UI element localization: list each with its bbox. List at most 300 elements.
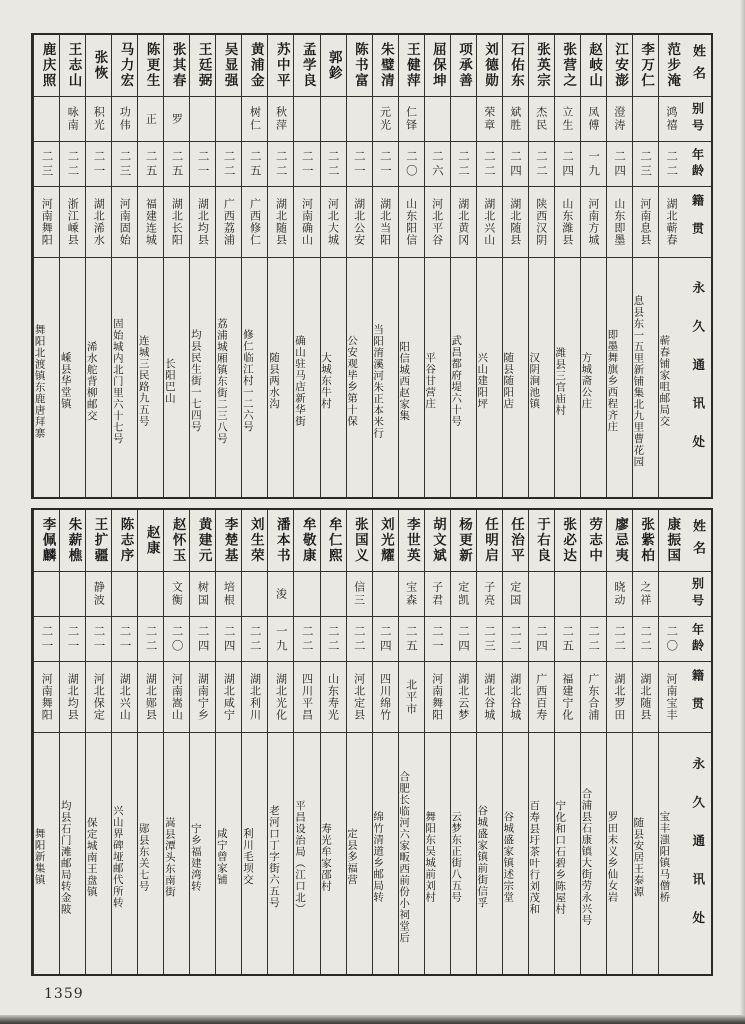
entry-address: 老河口丁字街六五号 [268,805,280,909]
entry-address-cell [112,733,137,974]
entry-name-cell [373,35,398,97]
entry-column [59,35,85,497]
entry-name: 朱薪樵 [65,517,82,564]
entry-age: 二二 [535,149,550,179]
header-column [684,510,711,974]
entry-column [554,510,580,974]
entry-age-cell [216,617,241,662]
entry-address: 随县两水沟 [268,352,280,410]
entry-native-cell [34,187,59,258]
entry-native: 湖北谷城 [482,673,496,721]
entry-native-cell [216,187,241,258]
entry-age-cell [503,617,528,662]
entry-name-cell [633,35,658,97]
entry-native: 湖北浠水 [92,198,106,246]
entry-age: 二二 [66,149,81,179]
entry-age: 二五 [144,149,159,179]
entry-name-cell [268,35,293,97]
entry-alias-cell [555,572,580,617]
entry-address-cell [347,258,372,497]
entry-alias-cell [659,572,684,617]
entry-native-cell [555,662,580,733]
entry-address-cell [268,733,293,974]
entry-address-cell [164,258,189,497]
entry-age-cell [529,142,554,187]
entry-alias: 积光 [92,106,106,132]
entry-address-cell [659,733,684,974]
entry-age: 二五 [561,624,576,654]
entry-column [424,510,450,974]
entry-name: 于右良 [534,517,551,564]
entry-name: 牟仁熙 [325,517,342,564]
entry-alias: 树仁 [248,106,262,132]
entry-alias: 静波 [92,581,106,607]
entry-age: 一九 [274,624,289,654]
entry-name: 苏中平 [273,42,290,89]
entry-column [85,35,111,497]
entry-column [320,35,346,497]
entry-age: 二四 [222,624,237,654]
entry-alias-cell [581,97,606,142]
entry-age: 一九 [587,149,602,179]
entry-alias-cell [86,97,111,142]
entry-age-cell [138,142,163,187]
entry-native-cell [112,662,137,733]
entry-address-cell [321,258,346,497]
entry-age-cell [451,142,476,187]
entry-name-cell [451,510,476,572]
entry-column [215,510,241,974]
entry-age-cell [607,617,632,662]
entry-age: 二六 [430,149,445,179]
entry-address: 即墨舞旗乡西程齐庄 [606,329,619,433]
entry-address-cell [190,258,215,497]
entry-age: 二一 [66,624,81,654]
entry-alias-cell [216,572,241,617]
entry-name-cell [60,35,85,97]
entry-name-cell [477,510,502,572]
entry-name-cell [294,510,319,572]
entry-address-cell [503,258,528,497]
entry-alias: 宝森 [404,581,418,607]
entry-native-cell [373,662,398,733]
entry-address: 兴山建阳坪 [476,352,489,410]
entry-alias-cell [138,97,163,142]
entry-native: 湖北均县 [196,198,210,246]
entry-name: 陈志序 [117,517,134,564]
entry-name-cell [659,510,684,572]
entry-native-cell [399,187,424,258]
entry-age: 二二 [352,624,367,654]
entry-alias-cell [529,572,554,617]
header-name-cell [684,35,711,97]
entry-age-cell [399,142,424,187]
entry-name: 张英宗 [534,42,551,89]
entry-column [33,510,59,974]
entry-age-cell [425,142,450,187]
entry-alias: 澄涛 [612,106,626,132]
entry-address-cell [399,733,424,974]
entry-age: 二二 [456,149,471,179]
entry-column [320,510,346,974]
entry-column [163,510,189,974]
entry-alias: 功伟 [118,106,132,132]
entry-native-cell [555,187,580,258]
entry-column [267,35,293,497]
entry-address-cell [242,258,267,497]
entry-native-cell [347,187,372,258]
entry-alias: 秋萍 [274,106,288,132]
entry-age-cell [321,142,346,187]
entry-address-cell [633,733,658,974]
header-alias-cell [684,572,711,617]
entry-native-cell [581,662,606,733]
entry-age: 二二 [300,624,315,654]
entry-column [632,510,658,974]
entry-column [450,35,476,497]
entry-name: 张国义 [351,517,368,564]
entry-alias: 定国 [508,581,522,607]
entry-alias-cell [190,97,215,142]
entry-native-cell [294,187,319,258]
entry-address: 谷城盛家镇前街信孚 [476,805,489,909]
entry-name: 牟敬康 [299,517,316,564]
entry-native-cell [425,187,450,258]
entry-age-cell [34,617,59,662]
entry-alias: 子君 [430,581,444,607]
entry-age-cell [294,142,319,187]
entry-native: 河南嵩山 [170,673,184,721]
entry-native-cell [503,662,528,733]
entry-native-cell [138,187,163,258]
entry-alias: 正 [144,112,158,126]
entry-alias-cell [477,572,502,617]
entry-native: 福建连城 [144,198,158,246]
entry-name: 黄建元 [195,517,212,564]
entry-native-cell [529,662,554,733]
entry-age-cell [373,142,398,187]
entry-age: 二二 [326,624,341,654]
entry-age: 二四 [561,149,576,179]
entry-address-cell [34,733,59,974]
header-age-cell [684,142,711,187]
entry-address: 寿光牟家邵村 [320,822,333,892]
entry-address: 浠水舵背柳邮交 [86,340,98,422]
entry-native-cell [268,662,293,733]
entry-name: 李佩麟 [39,517,56,564]
entry-column [528,510,554,974]
entry-native: 河南确山 [300,198,314,246]
entry-address: 合肥长临河六家畈西前份小祠堂后 [398,770,411,944]
entry-native: 山东阳信 [404,198,418,246]
entry-address-cell [529,258,554,497]
header-name-cell [684,510,711,572]
entry-native: 广西荔浦 [222,198,236,246]
entry-age-cell [190,617,215,662]
entry-name-cell [425,35,450,97]
entry-alias-cell [60,572,85,617]
entry-address: 宁化和口石碧乡陈屋村 [554,799,567,915]
entry-column [189,35,215,497]
entry-age-cell [60,142,85,187]
entry-name: 任治平 [508,517,524,564]
header-alias-cell [684,97,711,142]
entry-age: 二四 [509,149,523,179]
page-number: 1359 [44,986,84,1002]
entry-alias-cell [503,97,528,142]
entry-address: 随县安居王泰源 [632,816,645,898]
entry-column [606,35,632,497]
entry-age-cell [425,617,450,662]
entry-native-cell [607,187,632,258]
entry-name-cell [34,510,59,572]
header-alias-label: 别号 [690,102,705,136]
header-address-label: 永久通讯处 [690,757,706,950]
header-age-label: 年龄 [690,623,705,655]
entry-native: 四川绵竹 [378,673,392,721]
entry-age: 二四 [535,624,550,654]
entry-address-cell [86,733,111,974]
entry-alias-cell [347,97,372,142]
entry-age: 二五 [248,149,263,179]
entry-address-cell [242,733,267,974]
entry-column [398,35,424,497]
entry-address: 方城斋公庄 [580,352,593,410]
entry-alias-cell [555,97,580,142]
entry-address-cell [60,733,85,974]
entry-name-cell [347,510,372,572]
entry-alias-cell [294,97,319,142]
entry-alias-cell [373,97,398,142]
entry-native: 湖北随县 [638,673,652,721]
header-address-label: 永久通讯处 [690,281,706,474]
entry-alias-cell [451,572,476,617]
entry-name: 康振国 [664,517,681,564]
entry-age-cell [347,617,372,662]
entry-alias: 子亮 [482,581,496,607]
entry-address-cell [321,733,346,974]
entry-alias-cell [321,97,346,142]
entry-native-cell [477,662,502,733]
entry-name-cell [268,510,293,572]
entry-address: 当阳淯溪河朱正本米行 [372,323,385,439]
entry-name-cell [633,510,658,572]
entry-address-cell [451,733,476,974]
entry-column [346,35,372,497]
entry-native-cell [138,662,163,733]
entry-address-cell [503,733,528,974]
entry-age: 二一 [196,149,211,179]
entry-alias-cell [86,572,111,617]
entry-native: 湖北随县 [508,198,522,246]
entry-address: 潍县三官庙村 [554,346,567,416]
entry-native-cell [529,187,554,258]
entry-alias: 晓动 [612,581,626,607]
entry-alias-cell [425,572,450,617]
entry-native-cell [34,662,59,733]
entry-address: 嵩县潭头东南街 [164,816,176,898]
entry-address: 平昌设治局（江口北） [294,799,306,915]
entry-alias-cell [164,97,189,142]
entry-native: 湖北公安 [352,198,366,246]
entry-column [163,35,189,497]
entry-native: 广西修仁 [248,198,262,246]
entry-name-cell [321,510,346,572]
entry-name: 廖忌夷 [612,517,629,564]
entry-native-cell [633,187,658,258]
entry-name: 范步淹 [664,42,681,89]
entry-alias-cell [399,572,424,617]
entry-age-cell [347,142,372,187]
entry-column [372,35,398,497]
entry-column [189,510,215,974]
entry-column [137,35,163,497]
entry-age: 二五 [170,149,185,179]
entry-age-cell [659,617,684,662]
entry-native: 湖北均县 [66,673,80,721]
entry-age: 二一 [352,149,367,179]
entry-address: 蕲春铺家咀邮局交 [658,335,671,427]
entry-age: 二二 [613,624,628,654]
header-native-label: 籍贯 [690,669,705,725]
entry-alias: 培根 [222,581,236,607]
entry-address-cell [86,258,111,497]
entry-age: 二二 [248,624,263,654]
entry-address: 舞阳北渡镇东鹿唐拜寨 [34,323,46,439]
header-age-label: 年龄 [690,148,705,180]
entry-name-cell [138,35,163,97]
entry-address-cell [659,258,684,497]
entry-native: 广东合浦 [586,673,600,721]
scan-edge-right [740,0,745,1024]
entry-name-cell [529,510,554,572]
entry-name: 劳志中 [586,517,603,564]
entry-age: 二五 [404,624,419,654]
entry-alias-cell [112,572,137,617]
entry-name-cell [86,35,111,97]
entry-column [606,510,632,974]
entry-age: 二一 [378,149,393,179]
entry-alias-cell [581,572,606,617]
entry-address-cell [268,258,293,497]
entry-name: 刘德勋 [481,42,498,89]
header-alias-label: 别号 [690,577,705,611]
entry-address: 利川毛坝交 [242,828,254,886]
entry-address-cell [477,733,502,974]
header-address-cell [684,258,711,497]
entry-alias-cell [112,97,137,142]
entry-native-cell [164,662,189,733]
entry-name-cell [503,510,528,572]
header-name-label: 姓名 [689,43,705,88]
entry-age-cell [190,142,215,187]
entry-age-cell [555,617,580,662]
entry-address-cell [34,258,59,497]
entry-native: 湖北谷城 [508,673,522,721]
entry-name-cell [477,35,502,97]
entry-age-cell [86,142,111,187]
entry-alias-cell [373,572,398,617]
entry-native-cell [86,662,111,733]
entry-age-cell [581,617,606,662]
entry-name-cell [399,510,424,572]
entry-age: 二〇 [404,149,419,179]
entry-alias-cell [138,572,163,617]
entry-address: 舞阳新集镇 [34,828,46,886]
entry-alias-cell [268,97,293,142]
entry-native-cell [60,662,85,733]
entry-native-cell [477,187,502,258]
entry-name: 黄浦金 [247,42,264,89]
entry-age: 二三 [118,149,133,179]
entry-native: 湖北利川 [248,673,262,721]
entry-address-cell [347,733,372,974]
entry-name: 赵岐山 [586,42,603,89]
entry-native: 湖北兴山 [118,673,132,721]
entry-name-cell [399,35,424,97]
entry-age-cell [321,617,346,662]
entry-alias-cell [242,97,267,142]
entry-native: 山东潍县 [560,198,574,246]
entry-age-cell [399,617,424,662]
entry-column [502,510,528,974]
entry-age: 二一 [40,624,55,654]
entry-address-cell [216,258,241,497]
entry-name-cell [321,35,346,97]
entry-column [554,35,580,497]
entry-age-cell [34,142,59,187]
entry-name-cell [451,35,476,97]
entry-column [293,510,319,974]
entry-native: 河南舞阳 [430,673,444,721]
entry-name-cell [112,35,137,97]
entry-age-cell [112,617,137,662]
entry-name: 张恢 [91,50,108,81]
entry-address-cell [425,733,450,974]
entry-alias-cell [529,97,554,142]
roster-table-upper [31,33,713,499]
entry-native: 湖北云梦 [456,673,470,721]
entry-address-cell [373,733,398,974]
entry-address-cell [607,258,632,497]
entry-alias-cell [34,572,59,617]
entry-address-cell [216,733,241,974]
entry-native-cell [242,662,267,733]
entry-native-cell [216,662,241,733]
entry-native-cell [373,187,398,258]
entry-name: 王志山 [65,42,82,89]
entry-alias-cell [60,97,85,142]
entry-name-cell [216,35,241,97]
entry-age: 二二 [222,149,237,179]
entry-address: 息县东一五里新铺集北九里曹花园 [632,294,645,468]
entry-native-cell [321,187,346,258]
entry-address-cell [633,258,658,497]
entry-age-cell [164,617,189,662]
entry-address: 定县多福营 [346,828,359,886]
entry-name: 王健萍 [403,42,420,89]
entry-native: 山东寿光 [326,673,340,721]
entry-column [502,35,528,497]
entry-name: 赵怀玉 [169,517,186,564]
entry-native: 湖南宁乡 [196,673,210,721]
entry-alias: 之祥 [638,581,652,607]
entry-native: 湖北咸宁 [222,673,236,721]
entry-column [215,35,241,497]
entry-age: 二一 [118,624,133,654]
header-column [684,35,711,497]
entry-name: 李楚基 [221,517,238,564]
